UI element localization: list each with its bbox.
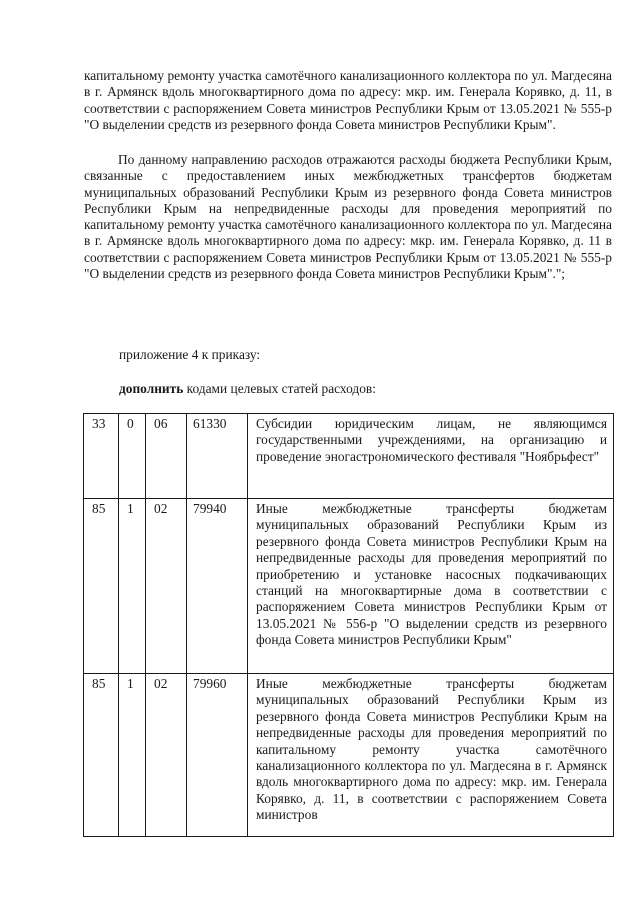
paragraph-expenditure-description: По данному направлению расходов отражаются расходы бюджета Республики Крым, связанные с предоставлением иных межбюджетных трансфертов бюджетам муниципальных образований Республики Крым из резервного фонда Совета министров Республики Крым на непредвиденные расходы для проведения мероприятий по капитальному ремонту участка самотёчного канализационного коллектора по ул. Магдесяна в г. Армянске вдоль многоквартирного дома по адресу: мкр. им. Генерала Корявко, д. 11 в соответствии с распоряжением Совета министров Республики Крым от 13.05.2021 № 555-р "О выделении средств из резервного фонда Совета министров Республики Крым"."; [84, 152, 612, 282]
code-description: Субсидии юридическим лицам, не являющимся государственными учреждениями, на организацию и проведение эногастрономического фестиваля "Ноябрьфест" [248, 414, 614, 499]
code-direction: 79940 [187, 499, 248, 674]
code-description: Иные межбюджетные трансферты бюджетам муниципальных образований Республики Крым из резервного фонда Совета министров Республики Крым на непредвиденные расходы для проведения мероприятий по капитальному ремонту участка самотёчного канализационного коллектора по ул. Магдесяна в г. Армянск вдоль многоквартирного дома по адресу: мкр. им. Генерала Корявко, д. 11, в соответствии с распоряжением Совета министров [248, 674, 614, 837]
supplement-bold-word: дополнить [119, 381, 184, 396]
code-event: 02 [146, 674, 187, 837]
code-direction: 79960 [187, 674, 248, 837]
appendix-line: приложение 4 к приказу: [119, 347, 261, 362]
table-row [84, 674, 614, 837]
paragraph-continuation: капитальному ремонту участка самотёчного канализационного коллектора по ул. Магдесяна в г. Армянск вдоль многоквартирного дома по адресу: мкр. им. Генерала Корявко, д. 11, в соответствии с распоряжением Совета министров Республики Крым от 13.05.2021 № 555-р "О выделении средств из резервного фонда Совета министров Республики Крым". [84, 68, 612, 132]
code-program: 33 [84, 414, 119, 499]
expenditure-codes-table [83, 413, 614, 837]
supplement-line [119, 381, 599, 397]
code-subprogram: 0 [119, 414, 146, 499]
code-description: Иные межбюджетные трансферты бюджетам муниципальных образований Республики Крым из резервного фонда Совета министров Республики Крым на непредвиденные расходы для проведения мероприятий по приобретению и установке насосных подкачивающих станций на многоквартирные дома в соответствии с распоряжением Совета министров Республики Крым от 13.05.2021 № 556-р "О выделении средств из резервного фонда Совета министров Республики Крым" [248, 499, 614, 674]
supplement-text: кодами целевых статей расходов: [183, 381, 376, 396]
code-program: 85 [84, 499, 119, 674]
code-direction: 61330 [187, 414, 248, 499]
code-event: 02 [146, 499, 187, 674]
code-subprogram: 1 [119, 674, 146, 837]
code-subprogram: 1 [119, 499, 146, 674]
table-row [84, 414, 614, 499]
code-program: 85 [84, 674, 119, 837]
table-row [84, 499, 614, 674]
code-event: 06 [146, 414, 187, 499]
